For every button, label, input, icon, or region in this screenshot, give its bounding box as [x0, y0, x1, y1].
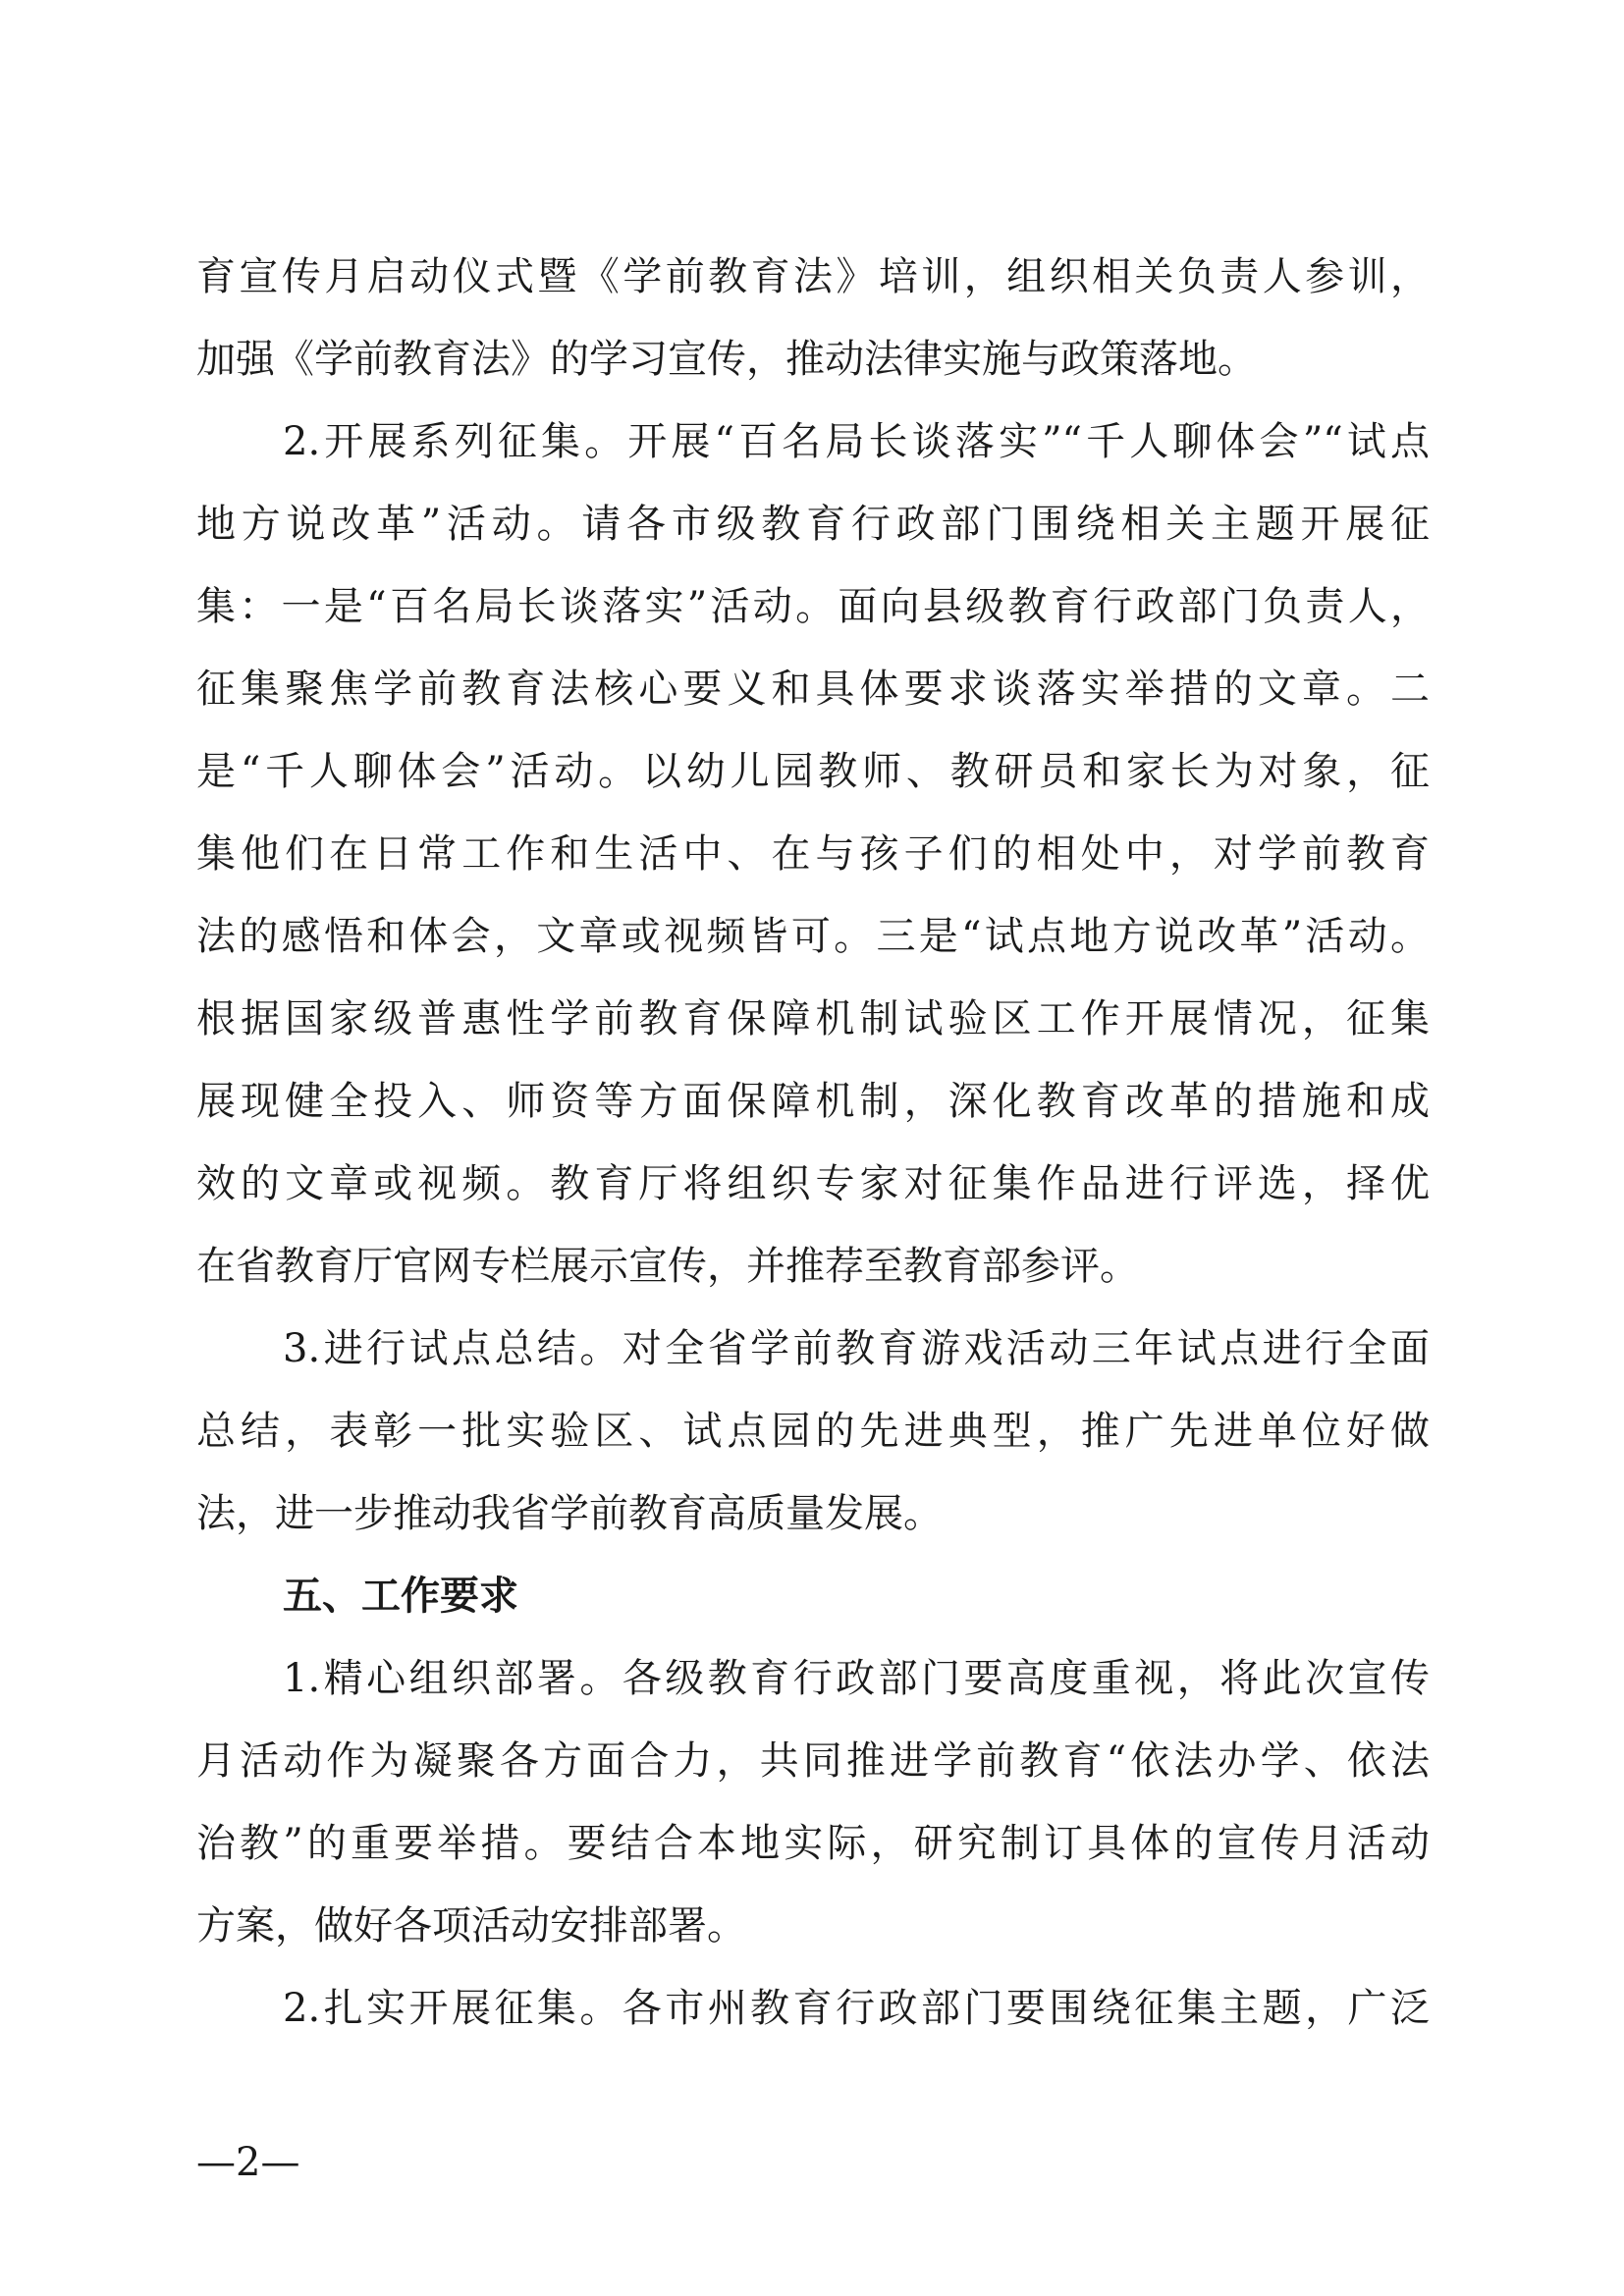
text-line: 2.开展系列征集。开展“百名局长谈落实”“千人聊体会”“试点	[283, 419, 1430, 464]
text-line: 效的文章或视频。教育厅将组织专家对征集作品进行评选，择优	[196, 1161, 1430, 1206]
paragraph-continued	[196, 236, 1430, 400]
text-line: 根据国家级普惠性学前教育保障机制试验区工作开展情况，征集	[196, 996, 1430, 1041]
text-line: 征集聚焦学前教育法核心要义和具体要求谈落实举措的文章。二	[196, 667, 1430, 712]
text-line: 法的感悟和体会，文章或视频皆可。三是“试点地方说改革”活动。	[196, 914, 1430, 959]
paragraph-collection	[196, 400, 1430, 1308]
text-line: 集：一是“百名局长谈落实”活动。面向县级教育行政部门负责人，	[196, 584, 1430, 629]
text-line: 1.精心组织部署。各级教育行政部门要高度重视，将此次宣传	[283, 1656, 1430, 1701]
paragraph-collection-work	[196, 1967, 1430, 2050]
text-line: 是“千人聊体会”活动。以幼儿园教师、教研员和家长为对象，征	[196, 749, 1430, 794]
text-line: 法，进一步推动我省学前教育高质量发展。	[196, 1491, 943, 1536]
text-line: 加强《学前教育法》的学习宣传，推动法律实施与政策落地。	[196, 337, 1257, 382]
text-line: 在省教育厅官网专栏展示宣传，并推荐至教育部参评。	[196, 1244, 1139, 1289]
text-line: 治教”的重要举措。要结合本地实际，研究制订具体的宣传月活动	[196, 1821, 1430, 1866]
page-number: —2—	[196, 2140, 300, 2185]
text-line: 集他们在日常工作和生活中、在与孩子们的相处中，对学前教育	[196, 831, 1430, 877]
text-line: 3.进行试点总结。对全省学前教育游戏活动三年试点进行全面	[283, 1326, 1430, 1371]
text-line: 地方说改革”活动。请各市级教育行政部门围绕相关主题开展征	[196, 502, 1430, 547]
text-line: 月活动作为凝聚各方面合力，共同推进学前教育“依法办学、依法	[196, 1738, 1430, 1784]
text-line: 方案，做好各项活动安排部署。	[196, 1903, 746, 1949]
text-line: 展现健全投入、师资等方面保障机制，深化教育改革的措施和成	[196, 1079, 1430, 1124]
text-line: 育宣传月启动仪式暨《学前教育法》培训，组织相关负责人参训，	[196, 254, 1430, 299]
text-line: 2.扎实开展征集。各市州教育行政部门要围绕征集主题，广泛	[283, 1986, 1430, 2031]
paragraph-organize	[196, 1637, 1430, 1967]
document-body	[196, 236, 1430, 2050]
text-line: 总结，表彰一批实验区、试点园的先进典型，推广先进单位好做	[196, 1409, 1430, 1454]
paragraph-pilot-summary	[196, 1308, 1430, 1555]
section-heading: 五、工作要求	[283, 1574, 518, 1619]
